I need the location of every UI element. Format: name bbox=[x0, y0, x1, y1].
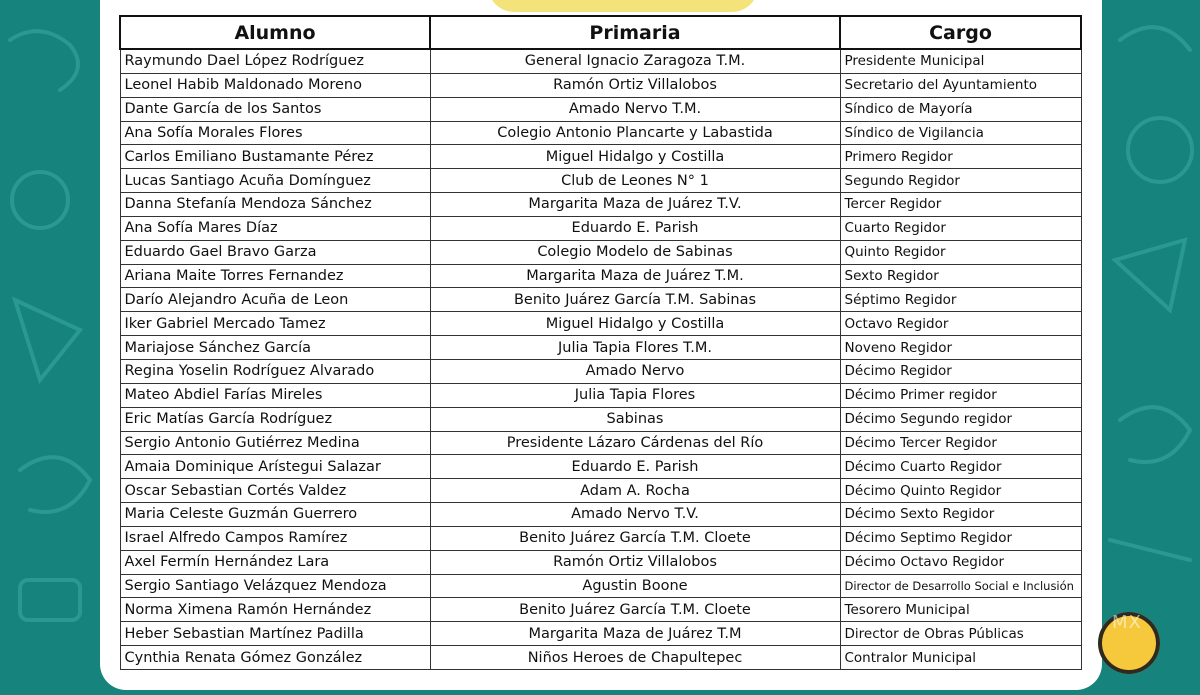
cell-primaria: Sabinas bbox=[430, 407, 840, 431]
cell-primaria: Benito Juárez García T.M. Cloete bbox=[430, 598, 840, 622]
students-table bbox=[119, 15, 1082, 670]
cell-cargo: Décimo Sexto Regidor bbox=[840, 503, 1081, 527]
cell-alumno: Axel Fermín Hernández Lara bbox=[120, 550, 430, 574]
cell-alumno: Iker Gabriel Mercado Tamez bbox=[120, 312, 430, 336]
cell-alumno: Carlos Emiliano Bustamante Pérez bbox=[120, 145, 430, 169]
table-row bbox=[120, 407, 1081, 431]
watermark: MX bbox=[1112, 612, 1142, 633]
cell-primaria: Agustin Boone bbox=[430, 574, 840, 598]
cell-alumno: Raymundo Dael López Rodríguez bbox=[120, 49, 430, 73]
table-row bbox=[120, 336, 1081, 360]
cell-cargo: Décimo Segundo regidor bbox=[840, 407, 1081, 431]
table-header-row bbox=[120, 16, 1081, 49]
cell-cargo: Contralor Municipal bbox=[840, 646, 1081, 670]
header-cargo: Cargo bbox=[840, 16, 1081, 49]
table-row bbox=[120, 312, 1081, 336]
cell-cargo: Secretario del Ayuntamiento bbox=[840, 73, 1081, 97]
cell-alumno: Eric Matías García Rodríguez bbox=[120, 407, 430, 431]
cell-cargo: Cuarto Regidor bbox=[840, 216, 1081, 240]
cell-cargo: Director de Desarrollo Social e Inclusión bbox=[840, 574, 1081, 598]
cell-primaria: Benito Juárez García T.M. Sabinas bbox=[430, 288, 840, 312]
cell-cargo: Octavo Regidor bbox=[840, 312, 1081, 336]
cell-primaria: Benito Juárez García T.M. Cloete bbox=[430, 526, 840, 550]
table-row bbox=[120, 49, 1081, 73]
cell-cargo: Décimo Octavo Regidor bbox=[840, 550, 1081, 574]
cell-primaria: Club de Leones N° 1 bbox=[430, 169, 840, 193]
year-banner bbox=[488, 0, 758, 12]
table-row bbox=[120, 216, 1081, 240]
cell-primaria: Margarita Maza de Juárez T.M. bbox=[430, 264, 840, 288]
table-row bbox=[120, 121, 1081, 145]
cell-cargo: Quinto Regidor bbox=[840, 240, 1081, 264]
cell-primaria: Margarita Maza de Juárez T.V. bbox=[430, 193, 840, 217]
cell-primaria: Ramón Ortiz Villalobos bbox=[430, 550, 840, 574]
table-row bbox=[120, 526, 1081, 550]
cell-alumno: Dante García de los Santos bbox=[120, 97, 430, 121]
cell-primaria: Presidente Lázaro Cárdenas del Río bbox=[430, 431, 840, 455]
cell-alumno: Ana Sofía Mares Díaz bbox=[120, 216, 430, 240]
table-row bbox=[120, 550, 1081, 574]
cell-primaria: Julia Tapia Flores bbox=[430, 383, 840, 407]
cell-cargo: Sexto Regidor bbox=[840, 264, 1081, 288]
cell-cargo: Noveno Regidor bbox=[840, 336, 1081, 360]
cell-cargo: Primero Regidor bbox=[840, 145, 1081, 169]
cell-alumno: Norma Ximena Ramón Hernández bbox=[120, 598, 430, 622]
table-row bbox=[120, 622, 1081, 646]
cell-alumno: Sergio Santiago Velázquez Mendoza bbox=[120, 574, 430, 598]
cell-primaria: Colegio Modelo de Sabinas bbox=[430, 240, 840, 264]
cell-alumno: Heber Sebastian Martínez Padilla bbox=[120, 622, 430, 646]
table-row bbox=[120, 479, 1081, 503]
cell-alumno: Israel Alfredo Campos Ramírez bbox=[120, 526, 430, 550]
table-row bbox=[120, 598, 1081, 622]
cell-alumno: Lucas Santiago Acuña Domínguez bbox=[120, 169, 430, 193]
table-row bbox=[120, 145, 1081, 169]
cell-cargo: Director de Obras Públicas bbox=[840, 622, 1081, 646]
header-primaria: Primaria bbox=[430, 16, 840, 49]
table-row bbox=[120, 169, 1081, 193]
header-alumno: Alumno bbox=[120, 16, 430, 49]
cell-alumno: Danna Stefanía Mendoza Sánchez bbox=[120, 193, 430, 217]
table-row bbox=[120, 503, 1081, 527]
cell-primaria: Eduardo E. Parish bbox=[430, 216, 840, 240]
table-row bbox=[120, 646, 1081, 670]
cell-primaria: Amado Nervo T.M. bbox=[430, 97, 840, 121]
cell-cargo: Décimo Regidor bbox=[840, 359, 1081, 383]
cell-alumno: Ariana Maite Torres Fernandez bbox=[120, 264, 430, 288]
cell-primaria: Colegio Antonio Plancarte y Labastida bbox=[430, 121, 840, 145]
cell-alumno: Mateo Abdiel Farías Mireles bbox=[120, 383, 430, 407]
cell-alumno: Regina Yoselin Rodríguez Alvarado bbox=[120, 359, 430, 383]
cell-alumno: Darío Alejandro Acuña de Leon bbox=[120, 288, 430, 312]
cell-primaria: Ramón Ortiz Villalobos bbox=[430, 73, 840, 97]
cell-alumno: Sergio Antonio Gutiérrez Medina bbox=[120, 431, 430, 455]
cell-cargo: Séptimo Regidor bbox=[840, 288, 1081, 312]
cell-primaria: Amado Nervo bbox=[430, 359, 840, 383]
cell-cargo: Presidente Municipal bbox=[840, 49, 1081, 73]
cell-cargo: Síndico de Vigilancia bbox=[840, 121, 1081, 145]
cell-cargo: Tesorero Municipal bbox=[840, 598, 1081, 622]
cell-cargo: Tercer Regidor bbox=[840, 193, 1081, 217]
cell-primaria: Margarita Maza de Juárez T.M bbox=[430, 622, 840, 646]
cell-primaria: Niños Heroes de Chapultepec bbox=[430, 646, 840, 670]
table-row bbox=[120, 574, 1081, 598]
cell-alumno: Mariajose Sánchez García bbox=[120, 336, 430, 360]
table-row bbox=[120, 383, 1081, 407]
cell-alumno: Cynthia Renata Gómez González bbox=[120, 646, 430, 670]
cell-primaria: General Ignacio Zaragoza T.M. bbox=[430, 49, 840, 73]
table-row bbox=[120, 73, 1081, 97]
cell-alumno: Leonel Habib Maldonado Moreno bbox=[120, 73, 430, 97]
cell-alumno: Oscar Sebastian Cortés Valdez bbox=[120, 479, 430, 503]
table-row bbox=[120, 288, 1081, 312]
cell-cargo: Décimo Cuarto Regidor bbox=[840, 455, 1081, 479]
table-row bbox=[120, 359, 1081, 383]
cell-alumno: Ana Sofía Morales Flores bbox=[120, 121, 430, 145]
table-row bbox=[120, 193, 1081, 217]
table-row bbox=[120, 240, 1081, 264]
cell-primaria: Eduardo E. Parish bbox=[430, 455, 840, 479]
table-row bbox=[120, 455, 1081, 479]
table-row bbox=[120, 431, 1081, 455]
cell-cargo: Síndico de Mayoría bbox=[840, 97, 1081, 121]
cell-alumno: Amaia Dominique Arístegui Salazar bbox=[120, 455, 430, 479]
cell-primaria: Miguel Hidalgo y Costilla bbox=[430, 145, 840, 169]
cell-primaria: Julia Tapia Flores T.M. bbox=[430, 336, 840, 360]
cell-alumno: Maria Celeste Guzmán Guerrero bbox=[120, 503, 430, 527]
cell-cargo: Segundo Regidor bbox=[840, 169, 1081, 193]
table-row bbox=[120, 264, 1081, 288]
cell-cargo: Décimo Primer regidor bbox=[840, 383, 1081, 407]
cell-primaria: Adam A. Rocha bbox=[430, 479, 840, 503]
students-table-container bbox=[119, 15, 1080, 695]
cell-primaria: Amado Nervo T.V. bbox=[430, 503, 840, 527]
cell-cargo: Décimo Septimo Regidor bbox=[840, 526, 1081, 550]
cell-alumno: Eduardo Gael Bravo Garza bbox=[120, 240, 430, 264]
table-row bbox=[120, 97, 1081, 121]
cell-primaria: Miguel Hidalgo y Costilla bbox=[430, 312, 840, 336]
cell-cargo: Décimo Tercer Regidor bbox=[840, 431, 1081, 455]
cell-cargo: Décimo Quinto Regidor bbox=[840, 479, 1081, 503]
